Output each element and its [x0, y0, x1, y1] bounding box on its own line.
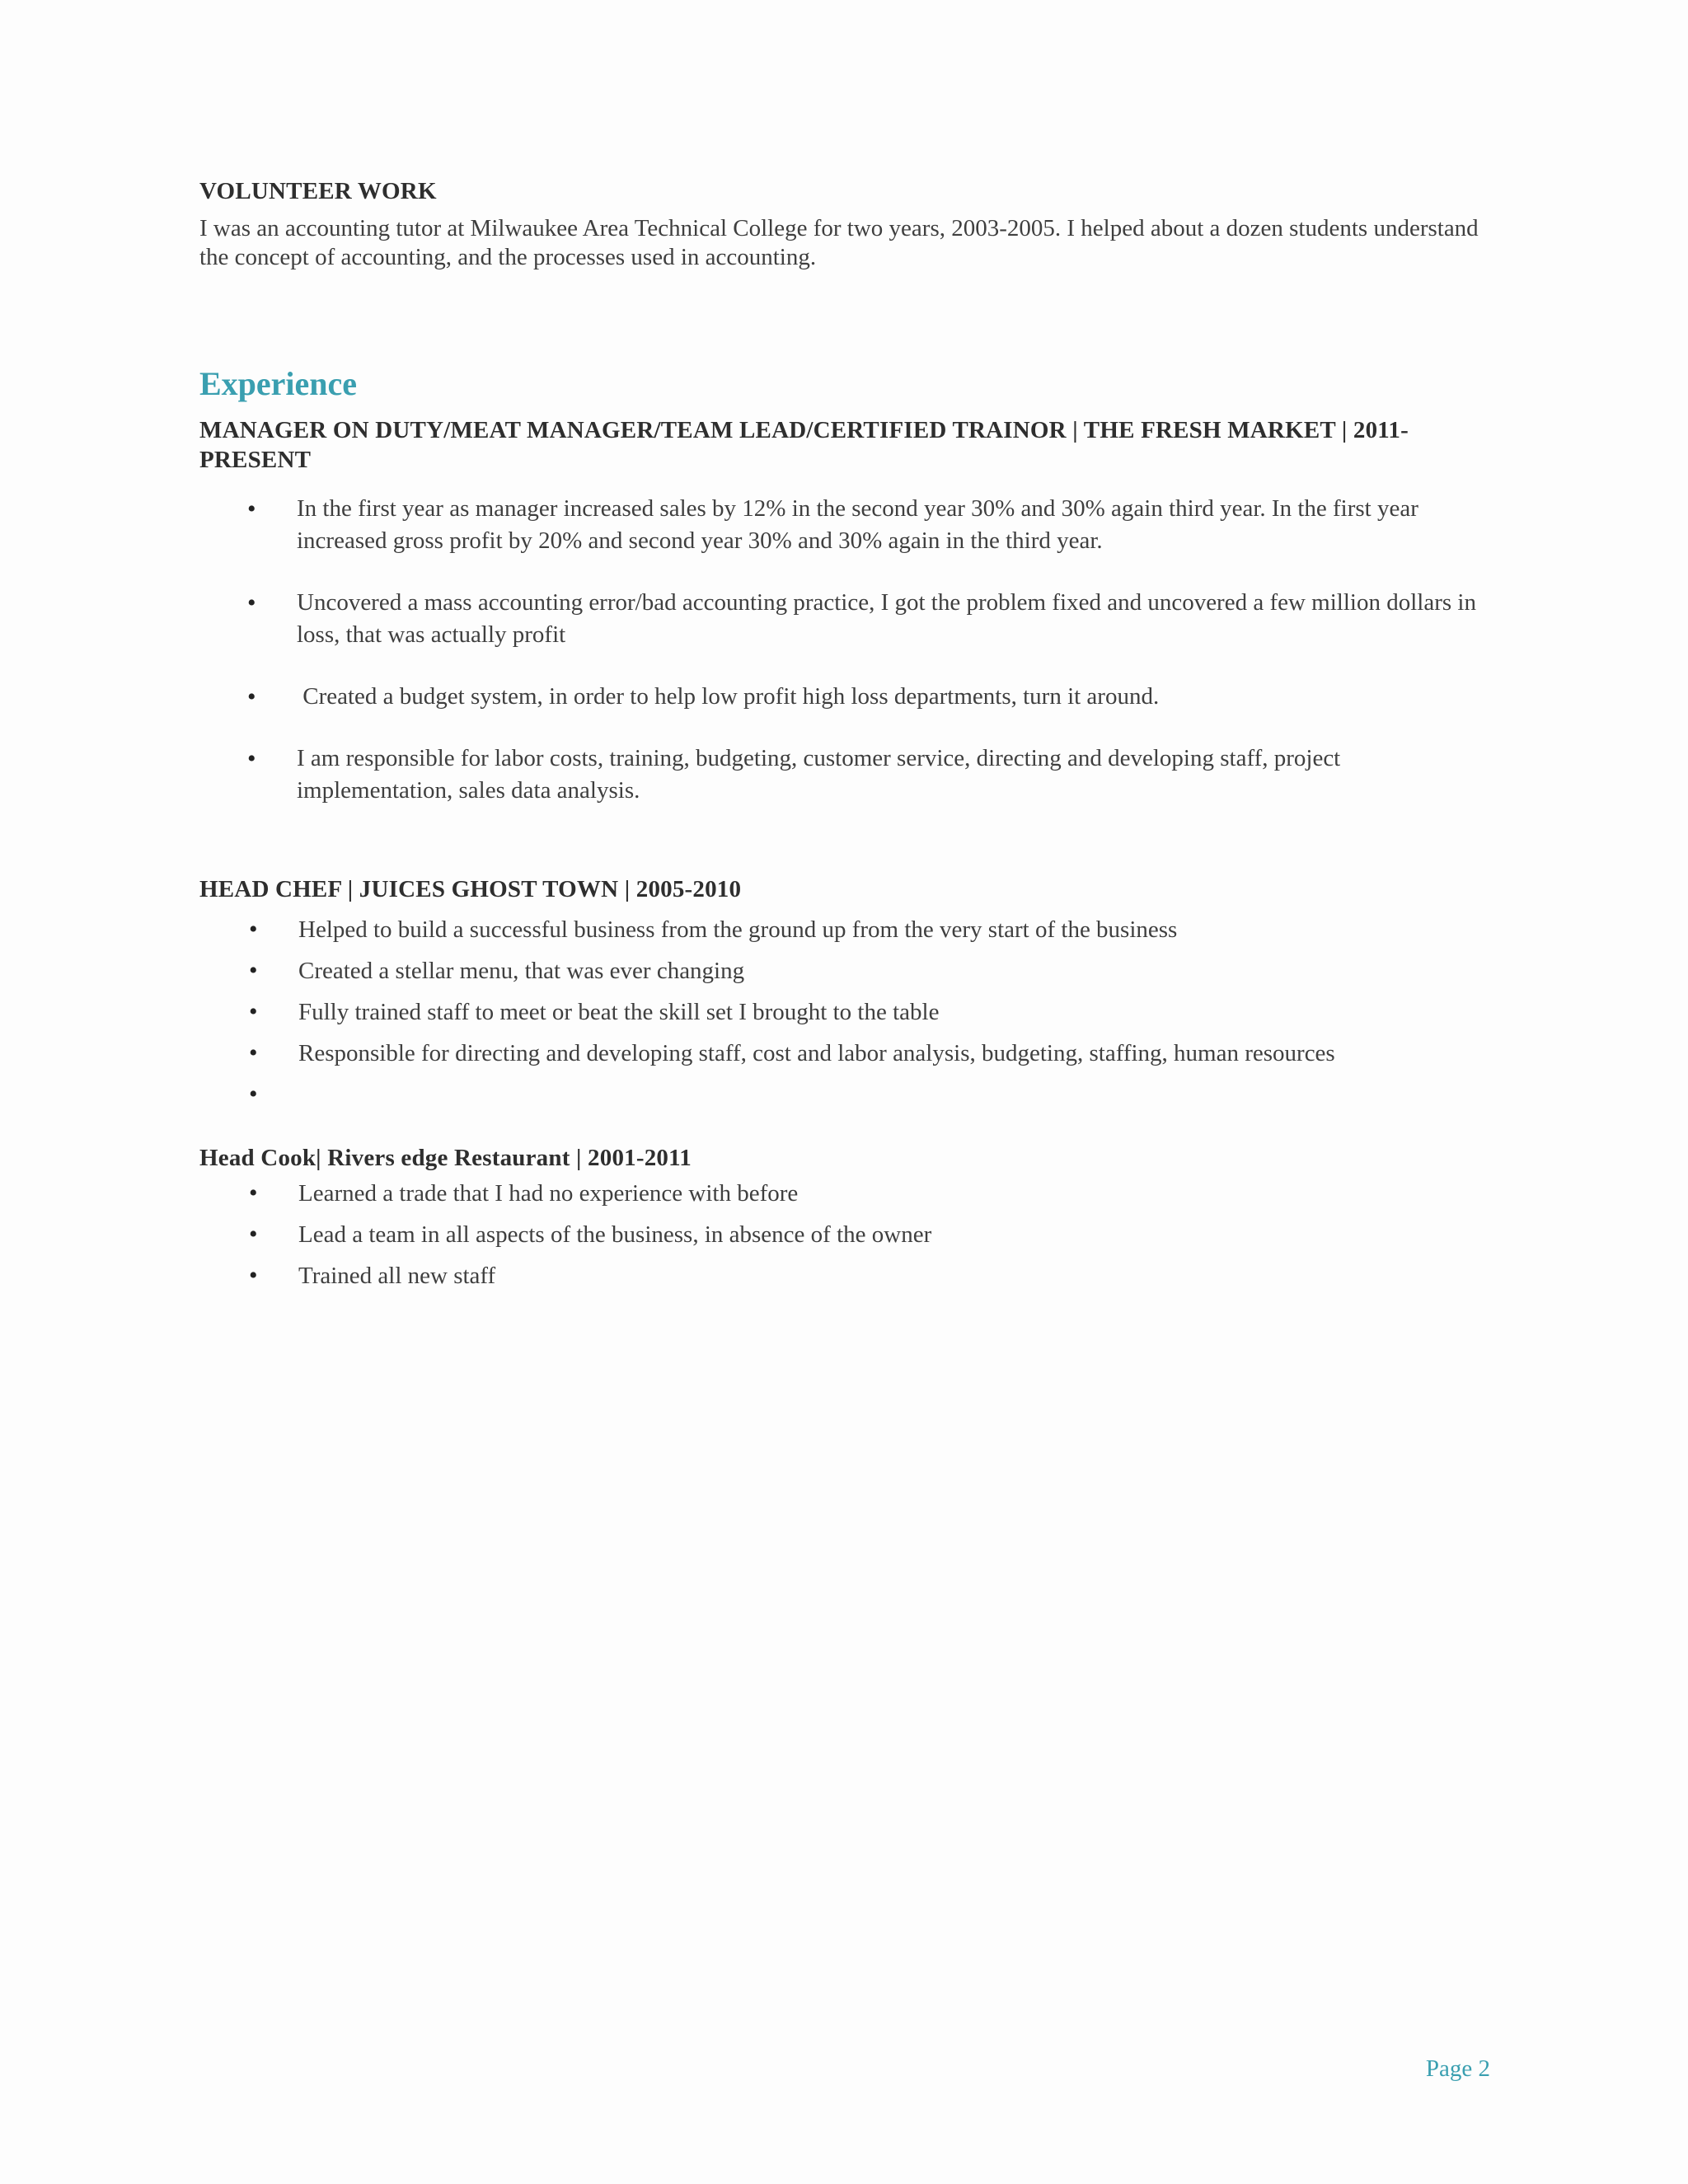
list-item [199, 493, 1493, 557]
bullet-text: Uncovered a mass accounting error/bad accounting practice, I got the problem fixed and uncovered a few million dollars in loss, that was actually profit [297, 589, 1476, 648]
list-item [199, 1074, 1493, 1115]
list-item [199, 909, 1493, 950]
job-heading: HEAD CHEF | JUICES GHOST TOWN | 2005-2010 [199, 876, 742, 902]
list-item [199, 681, 1493, 713]
list-item [199, 1173, 1493, 1214]
bullet-icon: • [247, 495, 256, 523]
experience-title: Experience [199, 365, 358, 402]
job-bullet-list [199, 1173, 1493, 1296]
list-item [199, 1214, 1493, 1255]
bullet-text: Learned a trade that I had no experience with before [298, 1180, 799, 1207]
job-heading: Head Cook| Rivers edge Restaurant | 2001-2011 [199, 1145, 692, 1171]
bullet-icon: • [247, 745, 256, 772]
bullet-text: Trained all new staff [298, 1263, 496, 1289]
bullet-text: I am responsible for labor costs, training, budgeting, customer service, directing and developing staff, project implementation, sales data analysis. [297, 745, 1341, 804]
list-item [199, 1033, 1493, 1074]
bullet-text: Created a budget system, in order to help low profit high loss departments, turn it around. [297, 683, 1160, 710]
bullet-text: In the first year as manager increased sales by 12% in the second year 30% and 30% again third year. In the first year increased gross profit by 20% and second year 30% and 30% again in the third year. [297, 495, 1418, 554]
volunteer-heading: VOLUNTEER WORK [199, 178, 437, 204]
bullet-text: Created a stellar menu, that was ever changing [298, 958, 745, 984]
bullet-icon: • [247, 683, 256, 710]
bullet-icon: • [249, 1221, 258, 1248]
bullet-text: Helped to build a successful business from the ground up from the very start of the business [298, 916, 1178, 943]
bullet-text: Lead a team in all aspects of the business, in absence of the owner [298, 1221, 932, 1248]
bullet-icon: • [249, 957, 258, 984]
bullet-icon: • [249, 1039, 258, 1066]
bullet-text: Fully trained staff to meet or beat the skill set I brought to the table [298, 999, 940, 1025]
page-content [199, 176, 1493, 1296]
bullet-icon: • [249, 916, 258, 943]
bullet-icon: • [249, 1262, 258, 1289]
job-heading: MANAGER ON DUTY/MEAT MANAGER/TEAM LEAD/CERTIFIED TRAINOR | THE FRESH MARKET | 2011- PRESENT [199, 417, 1409, 473]
bullet-text: Responsible for directing and developing staff, cost and labor analysis, budgeting, staffing, human resources [298, 1040, 1335, 1066]
page-number: Page 2 [1425, 2055, 1490, 2082]
bullet-icon: • [249, 998, 258, 1025]
bullet-icon: • [249, 1080, 258, 1108]
list-item [199, 743, 1493, 807]
bullet-icon: • [247, 589, 256, 616]
volunteer-text: I was an accounting tutor at Milwaukee Area Technical College for two years, 2003-2005. I helped about a dozen students understand the concept of accounting, and the processes used in accounting. [199, 215, 1479, 270]
list-item [199, 991, 1493, 1033]
job-bullet-list [199, 909, 1493, 1115]
list-item [199, 587, 1493, 651]
bullet-icon: • [249, 1179, 258, 1207]
job-bullet-list [199, 493, 1493, 807]
list-item [199, 1255, 1493, 1296]
list-item [199, 950, 1493, 991]
